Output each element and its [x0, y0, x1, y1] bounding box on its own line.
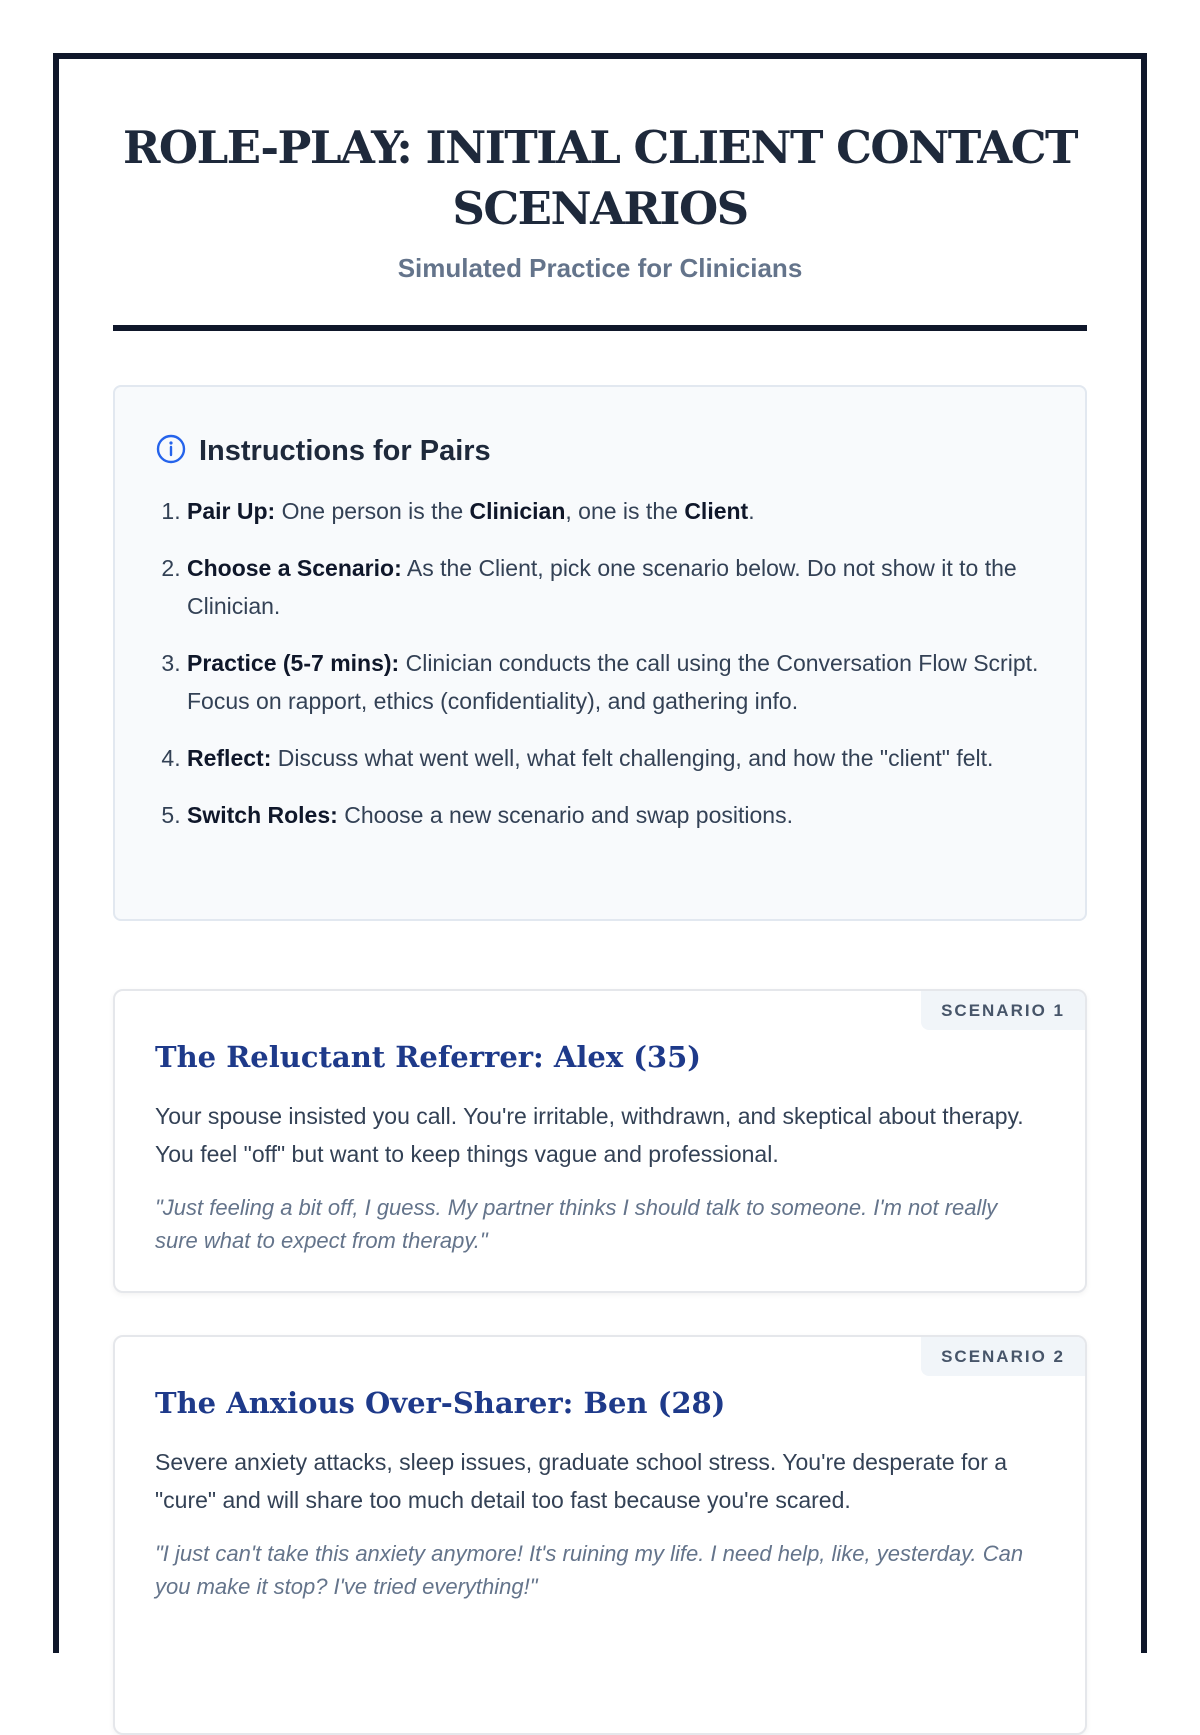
instructions-header [155, 433, 1045, 470]
instructions-list [155, 492, 1045, 834]
scenario-quote: "I just can't take this anxiety anymore! It's ruining my life. I need help, like, yesterday. Can you make it stop? I've tried everything!" [155, 1541, 1024, 1599]
instructions-box [113, 385, 1087, 921]
step-text: As the Client, pick one scenario below. Do not show it to the Clinician. [187, 555, 1017, 619]
instructions-heading: Instructions for Pairs [199, 435, 491, 467]
worksheet-page [53, 53, 1147, 1653]
step-text: , one is the [565, 498, 685, 524]
instruction-step [187, 796, 1045, 834]
scenario-tag: SCENARIO 2 [921, 1337, 1085, 1376]
step-text: Clinician conducts the call using the Conversation Flow Script. Focus on rapport, ethics (confidentiality), and gathering info. [187, 650, 1039, 714]
step-label: Choose a Scenario: [187, 555, 402, 581]
step-label: Reflect: [187, 745, 272, 771]
step-label: Pair Up: [187, 498, 276, 524]
step-label: Switch Roles: [187, 802, 338, 828]
info-icon [155, 433, 187, 470]
step-text: One person is the [275, 498, 470, 524]
scenario-tag: SCENARIO 1 [921, 991, 1085, 1030]
step-text: Discuss what went well, what felt challenging, and how the "client" felt. [271, 745, 994, 771]
step-text: . [748, 498, 755, 524]
scenario-title: The Anxious Over-Sharer: Ben (28) [155, 1386, 726, 1420]
instruction-step [187, 492, 1045, 530]
scenario-title: The Reluctant Referrer: Alex (35) [155, 1040, 702, 1074]
header-divider [113, 325, 1087, 331]
instruction-step [187, 739, 1045, 777]
page-title: ROLE-PLAY: INITIAL CLIENT CONTACT SCENARIOS [122, 121, 1077, 235]
page-subtitle: Simulated Practice for Clinicians [397, 253, 803, 283]
scenario-quote: "Just feeling a bit off, I guess. My partner thinks I should talk to someone. I'm not really sure what to expect from therapy." [155, 1195, 998, 1253]
scenario-description: Severe anxiety attacks, sleep issues, graduate school stress. You're desperate for a "cure" and will share too much detail too fast because you're scared. [155, 1449, 1008, 1513]
step-label: Practice (5-7 mins): [187, 650, 400, 676]
instruction-step [187, 644, 1045, 720]
instruction-step [187, 549, 1045, 625]
scenario-card [113, 989, 1087, 1293]
scenario-description: Your spouse insisted you call. You're irritable, withdrawn, and skeptical about therapy. You feel "off" but want to keep things vague and professional. [155, 1103, 1024, 1167]
role-clinician: Clinician [469, 498, 566, 524]
step-text: Choose a new scenario and swap positions. [337, 802, 793, 828]
role-client: Client [684, 498, 749, 524]
scenario-card [113, 1335, 1087, 1735]
